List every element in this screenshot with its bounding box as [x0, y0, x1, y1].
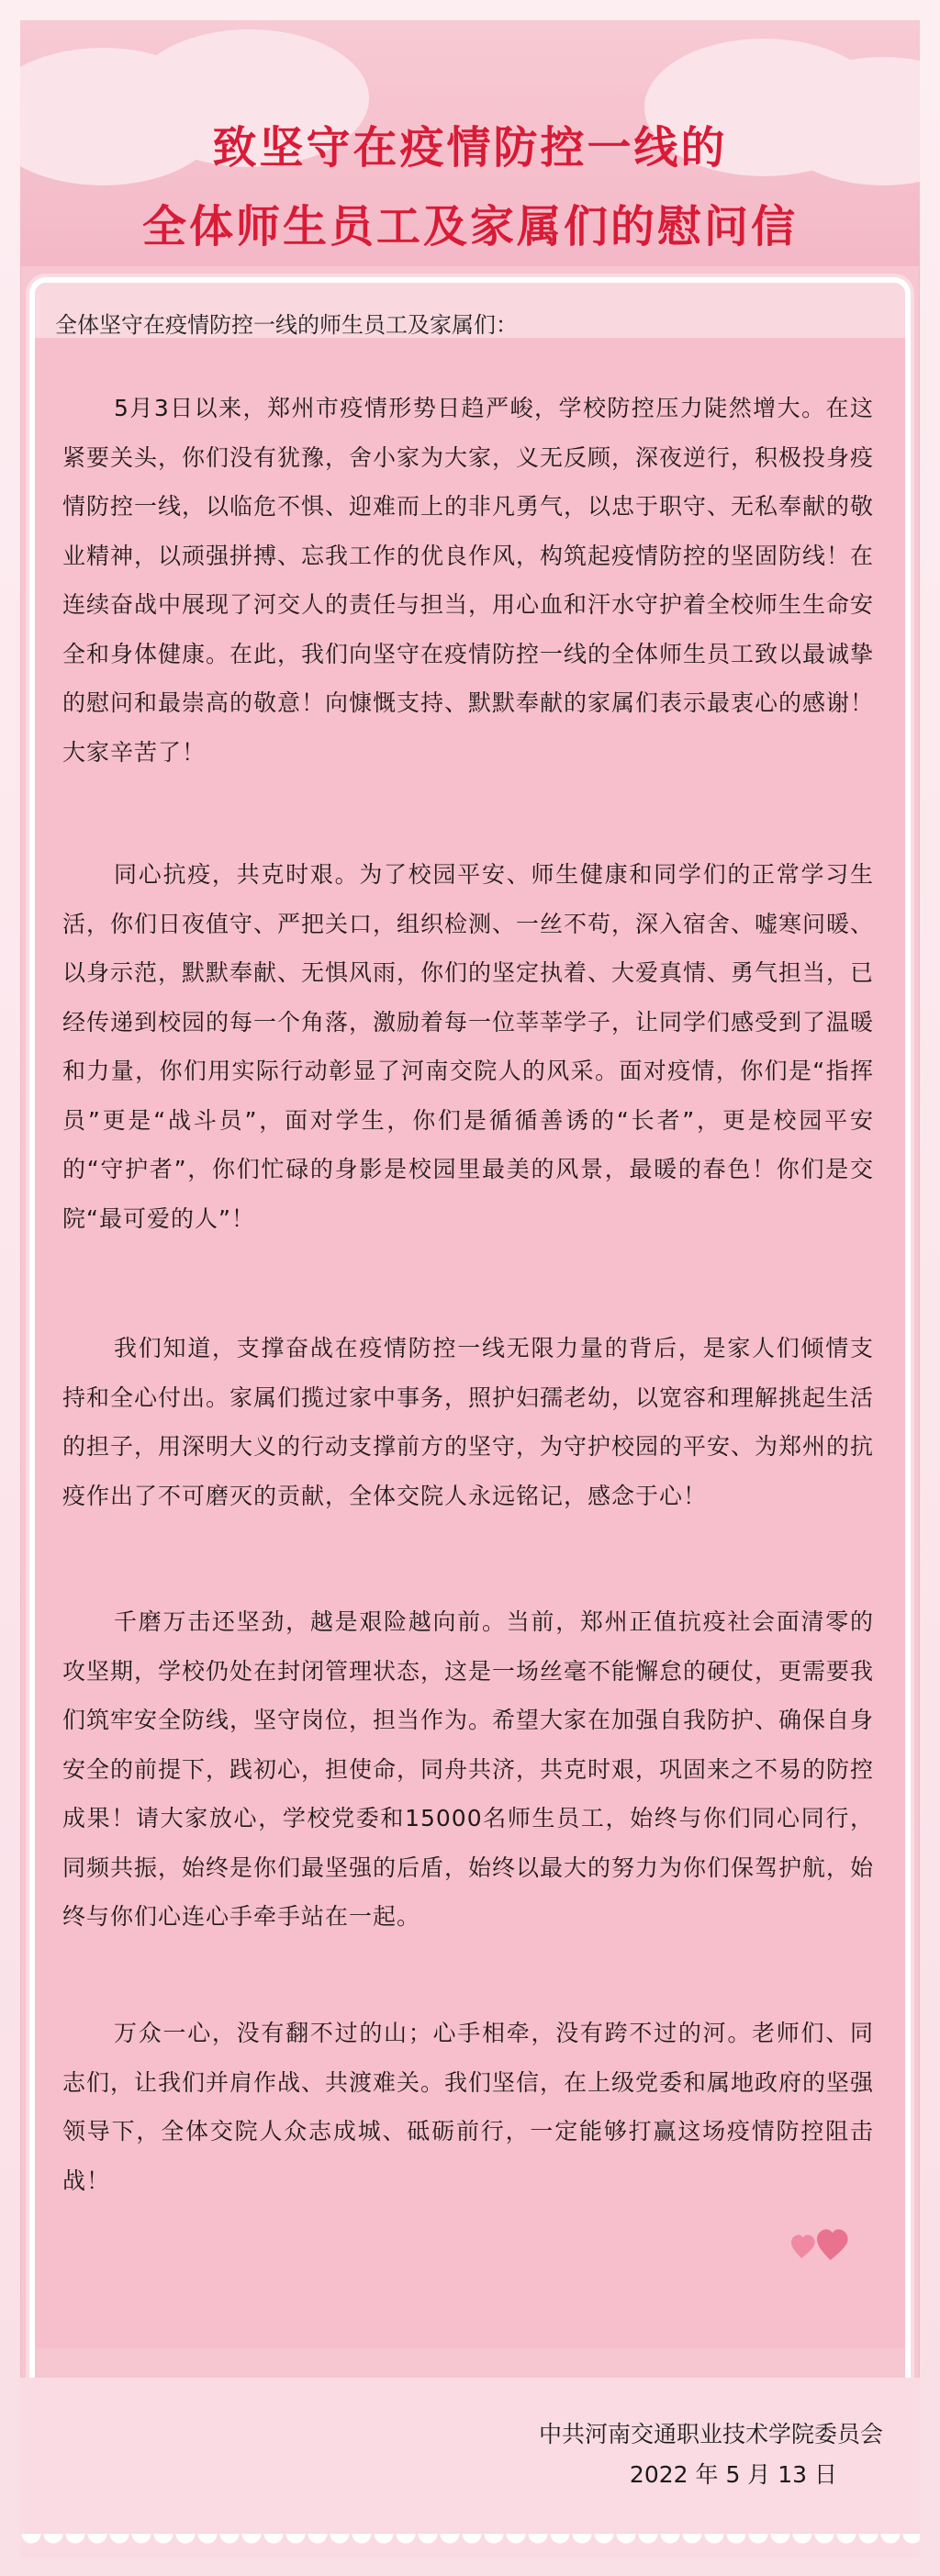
hearts-icon: [791, 2225, 856, 2271]
paragraph-3: [62, 1324, 874, 1520]
paragraph-text: 我们知道，支撑奋战在疫情防控一线无限力量的背后，是家人们倾情支持和全心付出。家属们揽过家中事务，照护妇孺老幼，以宽容和理解挑起生活的担子，用深明大义的行动支撑前方的坚守，为守护校园的平安、为郑州的抗疫作出了不可磨灭的贡献，全体交院人永远铭记，感念于心！: [62, 1335, 875, 1509]
paragraph-4: [62, 1597, 874, 1942]
salutation-bar: [35, 283, 905, 338]
hearts-icon-svg: [791, 2225, 856, 2266]
scalloped-border: [20, 2534, 920, 2558]
signature-date: 2022 年 5 月 13 日: [629, 2461, 837, 2488]
header-banner: [20, 20, 920, 266]
salutation: 全体坚守在疫情防控一线的师生员工及家属们：: [55, 312, 518, 338]
signature-organization: 中共河南交通职业技术学院委员会: [538, 2421, 883, 2447]
paragraph-text: 万众一心，没有翻不过的山；心手相牵，没有跨不过的河。老师们、同志们，让我们并肩作战、共渡难关。我们坚信，在上级党委和属地政府的坚强领导下，全体交院人众志成城、砥砺前行，一定能够打赢这场疫情防控阻击战！: [62, 2020, 875, 2194]
paragraph-text: 同心抗疫，共克时艰。为了校园平安、师生健康和同学们的正常学习生活，你们日夜值守、严把关口，组织检测、一丝不苟，深入宿舍、嘘寒问暖、以身示范，默默奉献、无惧风雨，你们的坚定执着、大爱真情、勇气担当，已经传递到校园的每一个角落，激励着每一位莘莘学子，让同学们感受到了温暖和力量，你们用实际行动彰显了河南交院人的风采。面对疫情，你们是“指挥员”更是“战斗员”，面对学生，你们是循循善诱的“长者”，更是校园平安的“守护者”，你们忙碌的身影是校园里最美的风景，最暖的春色！你们是交院“最可爱的人”！: [62, 861, 875, 1232]
page-title-line1: 致坚守在疫情防控一线的: [212, 122, 728, 174]
page-title-line2: 全体师生员工及家属们的慰问信: [141, 201, 798, 252]
paragraph-text: 5月3日以来，郑州市疫情形势日趋严峻，学校防控压力陡然增大。在这紧要关头，你们没有犹豫，舍小家为大家，义无反顾，深夜逆行，积极投身疫情防控一线，以临危不惧、迎难而上的非凡勇气，以忠于职守、无私奉献的敬业精神，以顽强拼搏、忘我工作的优良作风，构筑起疫情防控的坚固防线！在连续奋战中展现了河交人的责任与担当，用心血和汗水守护着全校师生生命安全和身体健康。在此，我们向坚守在疫情防控一线的全体师生员工致以最诚挚的慰问和最崇高的敬意！向慷慨支持、默默奉献的家属们表示最衷心的感谢！大家辛苦了！: [62, 395, 875, 766]
paragraph-1: [62, 384, 874, 777]
paragraph-text: 千磨万击还坚劲，越是艰险越向前。当前，郑州正值抗疫社会面清零的攻坚期，学校仍处在封闭管理状态，这是一场丝毫不能懈怠的硬仗，更需要我们筑牢安全防线，坚守岗位，担当作为。希望大家在加强自我防护、确保自身安全的前提下，践初心，担使命，同舟共济，共克时艰，巩固来之不易的防控成果！请大家放心，学校党委和15000名师生员工，始终与你们同心同行，同频共振，始终是你们最坚强的后盾，始终以最大的努力为你们保驾护航，始终与你们心连心手牵手站在一起。: [62, 1608, 875, 1930]
paragraph-5: [62, 2009, 874, 2205]
letter-card: [29, 277, 911, 2490]
paragraph-2: [62, 850, 874, 1243]
